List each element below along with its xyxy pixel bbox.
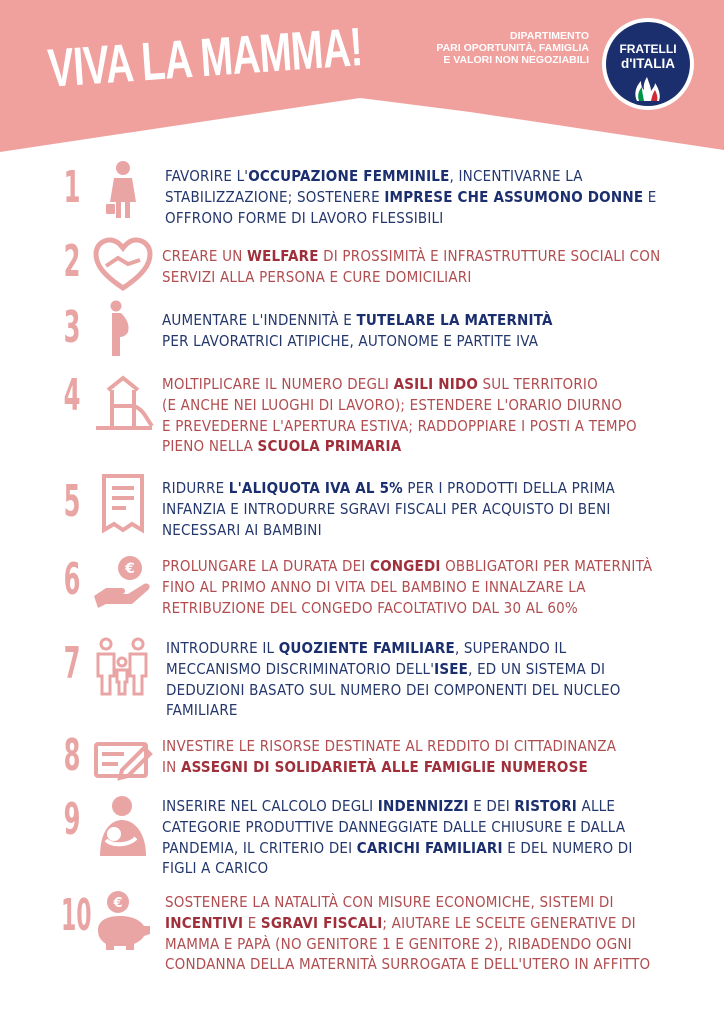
item-text-line: NECESSARI AI BAMBINI bbox=[162, 520, 322, 539]
piggy-bank-euro-icon bbox=[92, 888, 154, 950]
item-text-line: PER LAVORATRICI ATIPICHE, AUTONOME E PARTITE IVA bbox=[162, 331, 539, 350]
item-text bbox=[162, 246, 660, 288]
svg-text:€: € bbox=[125, 561, 135, 577]
item-text-line: PANDEMIA, IL CRITERIO DEI CARICHI FAMILIARI E DEL NUMERO DI bbox=[162, 838, 633, 857]
item-text-line: FIGLI A CARICO bbox=[162, 859, 269, 878]
item-text bbox=[162, 556, 652, 618]
party-logo: FRATELLI d'ITALIA bbox=[602, 18, 694, 110]
item-text bbox=[162, 310, 553, 352]
item-text bbox=[162, 374, 637, 457]
svg-text:€: € bbox=[113, 896, 123, 911]
pregnant-woman-icon bbox=[92, 300, 154, 362]
item-text bbox=[162, 796, 633, 879]
item-number: 9 bbox=[63, 794, 81, 845]
item-text bbox=[162, 478, 615, 540]
item-text-line: RETRIBUZIONE DEL CONGEDO FACOLTATIVO DAL 30 AL 60% bbox=[162, 598, 578, 617]
department-label: DIPARTIMENTO PARI OPORTUNITÀ, FAMIGLIA E VALORI NON NEGOZIABILI bbox=[436, 30, 589, 66]
item-text-line: MOLTIPLICARE IL NUMERO DEGLI ASILI NIDO SUL TERRITORIO bbox=[162, 375, 598, 393]
item-text bbox=[162, 736, 616, 778]
item-text-line: FAVORIRE L'OCCUPAZIONE FEMMINILE, INCENTIVARNE LA bbox=[165, 167, 583, 185]
item-number: 5 bbox=[63, 476, 81, 527]
item-text-line: FINO AL PRIMO ANNO DI VITA DEL BAMBINO E INNALZARE LA bbox=[162, 577, 586, 596]
item-text-line: INSERIRE NEL CALCOLO DEGLI INDENNIZZI E DEI RISTORI ALLE bbox=[162, 797, 616, 815]
item-text-line: INTRODURRE IL QUOZIENTE FAMILIARE, SUPERANDO IL bbox=[166, 639, 567, 657]
item-text bbox=[166, 638, 621, 721]
item-text bbox=[165, 892, 650, 975]
item-text-line: STABILIZZAZIONE; SOSTENERE IMPRESE CHE ASSUMONO DONNE E bbox=[165, 187, 657, 206]
item-text-line: PIENO NELLA SCUOLA PRIMARIA bbox=[162, 437, 402, 456]
item-text bbox=[165, 166, 656, 228]
euro-hand-icon bbox=[92, 552, 154, 614]
mother-baby-icon bbox=[92, 794, 154, 856]
item-number: 2 bbox=[63, 236, 81, 287]
item-text-line: INVESTIRE LE RISORSE DESTINATE AL REDDITO DI CITTADINANZA bbox=[162, 737, 617, 755]
item-number: 10 bbox=[61, 890, 92, 941]
flame-icon bbox=[631, 75, 665, 101]
headline: VIVA LA MAMMA! bbox=[46, 17, 365, 99]
item-number: 6 bbox=[63, 554, 81, 605]
cheque-icon bbox=[92, 730, 154, 792]
item-text-line: IN ASSEGNI DI SOLIDARIETÀ ALLE FAMIGLIE NUMEROSE bbox=[162, 757, 588, 776]
item-text-line: E PREVEDERNE L'APERTURA ESTIVA; RADDOPPIARE I POSTI A TEMPO bbox=[162, 416, 637, 435]
item-text-line: AUMENTARE L'INDENNITÀ E TUTELARE LA MATERNITÀ bbox=[162, 311, 553, 329]
item-text-line: RIDURRE L'ALIQUOTA IVA AL 5% PER I PRODOTTI DELLA PRIMA bbox=[162, 479, 615, 497]
item-text-line: CREARE UN WELFARE DI PROSSIMITÀ E INFRASTRUTTURE SOCIALI CON bbox=[162, 247, 661, 265]
item-text-line: MECCANISMO DISCRIMINATORIO DELL'ISEE, ED UN SISTEMA DI bbox=[166, 659, 606, 678]
item-text-line: SOSTENERE LA NATALITÀ CON MISURE ECONOMICHE, SISTEMI DI bbox=[165, 893, 614, 911]
item-text-line: MAMMA E PAPÀ (NO GENITORE 1 E GENITORE 2), RIBADENDO OGNI bbox=[165, 934, 632, 953]
item-number: 3 bbox=[63, 302, 81, 353]
item-text-line: INFANZIA E INTRODURRE SGRAVI FISCALI PER ACQUISTO DI BENI bbox=[162, 499, 611, 518]
playground-icon bbox=[92, 370, 154, 432]
item-text-line: PROLUNGARE LA DURATA DEI CONGEDI OBBLIGATORI PER MATERNITÀ bbox=[162, 557, 653, 575]
family-icon bbox=[92, 636, 154, 698]
item-number: 4 bbox=[63, 370, 81, 421]
receipt-icon bbox=[92, 472, 154, 534]
item-text-line: SERVIZI ALLA PERSONA E CURE DOMICILIARI bbox=[162, 267, 472, 286]
item-number: 8 bbox=[63, 730, 81, 781]
item-number: 7 bbox=[63, 638, 81, 689]
item-text-line: CATEGORIE PRODUTTIVE DANNEGGIATE DALLE CHIUSURE E DALLA bbox=[162, 817, 626, 836]
item-number: 1 bbox=[63, 162, 81, 213]
businesswoman-icon bbox=[92, 160, 154, 222]
item-text-line: (E ANCHE NEI LUOGHI DI LAVORO); ESTENDERE L'ORARIO DIURNO bbox=[162, 395, 623, 414]
item-text-line: FAMILIARE bbox=[166, 701, 238, 720]
item-text-line: OFFRONO FORME DI LAVORO FLESSIBILI bbox=[165, 208, 444, 227]
item-text-line: DEDUZIONI BASATO SUL NUMERO DEI COMPONENTI DEL NUCLEO bbox=[166, 680, 621, 699]
item-text-line: INCENTIVI E SGRAVI FISCALI; AIUTARE LE SCELTE GENERATIVE DI bbox=[165, 913, 636, 932]
item-text-line: CONDANNA DELLA MATERNITÀ SURROGATA E DELL'UTERO IN AFFITTO bbox=[165, 955, 651, 974]
heart-handshake-icon bbox=[92, 234, 154, 296]
